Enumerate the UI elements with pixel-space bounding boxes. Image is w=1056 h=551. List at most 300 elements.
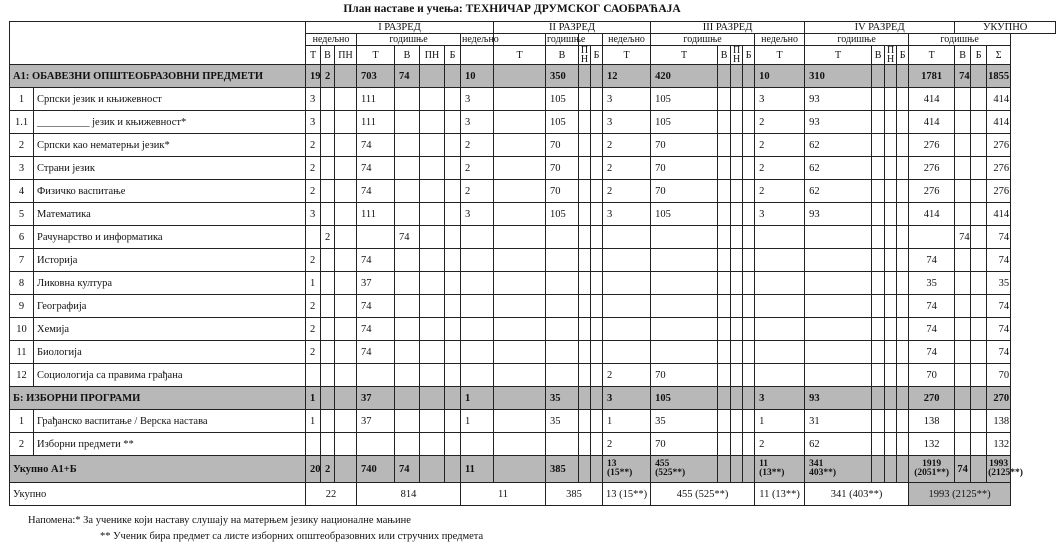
row-number: 3 [10,157,34,180]
value: 2 [325,463,331,475]
cell-tv [955,364,971,387]
col-g4ypn [885,46,897,65]
cell-g1ypn [420,111,445,134]
cell-g1ypn [420,226,445,249]
cell-g2yv [579,203,591,226]
subject-name: Математика [34,203,306,226]
cell-tv [955,410,971,433]
cell-g1yt: 37 [357,410,395,433]
cell-g1wv [321,249,335,272]
g2-yearly-header: годишње [547,34,586,45]
cell-g2yt: 70 [546,157,579,180]
cell-g3yb [743,65,755,88]
cell-g1yb [445,456,461,483]
cell-tv [955,203,971,226]
row-number: 5 [10,203,34,226]
cell-g3yb [743,433,755,456]
table-row [10,65,1056,88]
cell-g3wt [603,318,651,341]
cell-g1yb [445,272,461,295]
cell-g3yt [651,272,718,295]
cell-g1wpn [335,433,357,456]
cell-sum [987,456,1023,483]
cell-g2yv [579,226,591,249]
cell-g2yv [579,364,591,387]
cell-g4wt: 3 [755,88,805,111]
cell-g2yv [579,157,591,180]
cell-g4ypn [885,65,897,88]
cell-g1yt [357,456,395,483]
cell-g1wt: 2 [306,180,321,203]
cell-tb [971,410,987,433]
cell-g4yb [897,111,909,134]
subject-name: Историја [34,249,306,272]
cell-tt [909,456,955,483]
cell-g3yv [718,272,731,295]
cell-g4wt: 2 [755,180,805,203]
cell-g3ypn [731,134,743,157]
cell-g1wt: 19 [306,65,321,88]
g2-blank-header [494,34,546,46]
cell-g3yt [651,249,718,272]
cell-tt: 1781 [909,65,955,88]
cell-g1wv [321,88,335,111]
cell-g1yt: 37 [357,387,395,410]
cell-g2yv [579,111,591,134]
cell-g4wt: 10 [755,65,805,88]
col-tt: Т [909,46,955,65]
cell-sum: 414 [987,203,1011,226]
cell-g4yt: 93 [805,111,872,134]
cell-g3yb [743,203,755,226]
cell-g1yv [395,387,420,410]
g3-weekly-header: недељно [603,34,651,46]
cell-tt: 70 [909,364,955,387]
row-number: 4 [10,180,34,203]
cell-g3ypn [731,410,743,433]
cell-g4yb [897,318,909,341]
table-row [10,226,1056,249]
cell-g3yt [651,295,718,318]
cell-g1ypn [420,456,445,483]
cell-g1yb [445,180,461,203]
value: 74 [399,463,410,475]
cell-g3wt: 2 [603,157,651,180]
cell-g1wt: 3 [306,111,321,134]
cell-g3yv [718,410,731,433]
cell-g2wt: 1 [461,410,494,433]
cell-g2yv [579,65,591,88]
col-g4-n: Н [886,54,895,65]
cell-g4yv [872,272,885,295]
cell-g4yt: 62 [805,134,872,157]
cell-g4yb [897,387,909,410]
cell-g1wv [321,433,335,456]
cell-sum: 138 [987,410,1011,433]
grade4-header: IV РАЗРЕД [805,22,955,34]
cell-tb [971,180,987,203]
cell-tt: 74 [909,295,955,318]
col-g1yt: Т [357,46,395,65]
cell-g3wt: 2 [603,134,651,157]
cell-g4yt [805,456,872,483]
cell-g1ypn [420,134,445,157]
cell-g1wpn [335,134,357,157]
cell-g1wv [321,295,335,318]
cell-g2wt: 3 [461,111,494,134]
cell-g3wt: 1 [603,410,651,433]
table-row [10,134,1056,157]
cell-g2yt [546,456,579,483]
cell-g4wt [755,226,805,249]
cell-tt: 132 [909,433,955,456]
subject-name: Физичко васпитање [34,180,306,203]
cell-g2wt [461,433,494,456]
row-number: 7 [10,249,34,272]
cell-tb [971,88,987,111]
cell-g3ypn [731,111,743,134]
subtotal-row [10,456,1056,483]
grade2-header: II РАЗРЕД [494,22,651,34]
cell-g2yt: 350 [546,65,579,88]
cell-g1yb [445,134,461,157]
cell-tv [955,318,971,341]
cell-g3ypn [731,272,743,295]
cell-g4yt [805,272,872,295]
cell-g4yb [897,295,909,318]
total-g2-yearly: 385 [546,483,603,506]
cell-g2wt: 3 [461,88,494,111]
cell-tt: 276 [909,180,955,203]
cell-g3ypn [731,387,743,410]
cell-g1yt: 74 [357,318,395,341]
cell-g2x [494,249,546,272]
cell-g3yt: 70 [651,134,718,157]
cell-g2x [494,364,546,387]
cell-g4ypn [885,341,897,364]
col-g1ypn: ПН [420,46,445,65]
cell-g1yv [395,203,420,226]
cell-g4wt [755,272,805,295]
col-g2wt: Т [494,46,546,65]
cell-g1yt [357,364,395,387]
subject-name: Грађанско васпитање / Верска настава [34,410,306,433]
subject-name: Рачунарство и информатика [34,226,306,249]
cell-g1ypn [420,318,445,341]
cell-g1wv [321,456,335,483]
cell-g1yt [357,226,395,249]
cell-g1yb [445,341,461,364]
cell-g1ypn [420,295,445,318]
col-g2w [461,46,494,65]
cell-g4wt: 2 [755,111,805,134]
cell-g3wt [603,249,651,272]
cell-g1wt: 1 [306,387,321,410]
total-g3-weekly: 13 (15**) [603,483,651,506]
g4-yearly-header: годишње [805,34,909,46]
cell-tv [955,456,971,483]
cell-g4yb [897,410,909,433]
cell-g4yb [897,249,909,272]
cell-g2yb [591,433,603,456]
cell-g1wpn [335,157,357,180]
g2-weekly-header: недељно [462,34,499,45]
cell-g4yb [897,456,909,483]
cell-g4yt: 62 [805,180,872,203]
cell-g3ypn [731,341,743,364]
row-number: 8 [10,272,34,295]
cell-sum: 276 [987,134,1011,157]
cell-g1yv [395,272,420,295]
cell-g2yt [546,433,579,456]
table-row [10,88,1056,111]
cell-g1wv [321,157,335,180]
cell-g3yb [743,272,755,295]
cell-g2wt [461,364,494,387]
cell-g1ypn [420,203,445,226]
cell-tt: 74 [909,341,955,364]
cell-g4yv [872,364,885,387]
cell-g3wt: 3 [603,203,651,226]
table-row [10,203,1056,226]
cell-sum: 414 [987,111,1011,134]
cell-g3yb [743,456,755,483]
cell-g1yv [395,364,420,387]
subtotal-label [10,456,306,483]
cell-g4yv [872,157,885,180]
cell-g4yv [872,65,885,88]
cell-g4yv [872,456,885,483]
cell-g1wv [321,272,335,295]
value: 13 [607,459,617,469]
cell-g2wt [461,341,494,364]
cell-g1wpn [335,410,357,433]
cell-g3yb [743,88,755,111]
cell-g2yt: 35 [546,410,579,433]
cell-g4ypn [885,249,897,272]
value: Укупно А1+Б [13,463,77,475]
value: 385 [550,463,566,475]
cell-g1yv: 74 [395,226,420,249]
cell-tv [955,295,971,318]
g4-weekly-header: недељно [755,34,805,46]
cell-g2yb [591,65,603,88]
cell-g4yt: 93 [805,203,872,226]
cell-sum: 74 [987,341,1011,364]
cell-g1yt: 74 [357,341,395,364]
cell-g2yb [591,249,603,272]
g3-yearly-header: годишње [651,34,755,46]
row-number: 11 [10,341,34,364]
cell-g3yt: 105 [651,111,718,134]
cell-g2yt: 105 [546,111,579,134]
cell-tb [971,249,987,272]
cell-g1wpn [335,295,357,318]
cell-g1wv [321,387,335,410]
cell-g3yt [651,318,718,341]
cell-g2wt [461,318,494,341]
cell-g2yt [546,318,579,341]
cell-g3ypn [731,65,743,88]
total-all: 1993 (2125**) [909,483,1011,506]
col-g1wt: Т [306,46,321,65]
cell-g1yb [445,226,461,249]
cell-tt: 74 [909,249,955,272]
cell-g3yv [718,134,731,157]
table-row [10,364,1056,387]
cell-g4yv [872,433,885,456]
cell-g3ypn [731,295,743,318]
value: 403**) [809,468,837,478]
section-label: А1: ОБАВЕЗНИ ОПШТЕОБРАЗОВНИ ПРЕДМЕТИ [10,65,306,88]
col-sum: Σ [987,46,1011,65]
cell-tv [955,249,971,272]
cell-g4wt: 2 [755,433,805,456]
subject-name: Српски језик и књижевност [34,88,306,111]
cell-g3wt: 2 [603,180,651,203]
subject-name: Социологија са правима грађана [34,364,306,387]
cell-g1wt: 2 [306,249,321,272]
cell-g2wt: 10 [461,65,494,88]
cell-g4wt: 2 [755,134,805,157]
cell-g2yb [591,180,603,203]
cell-g4yv [872,249,885,272]
row-number: 10 [10,318,34,341]
cell-g1wpn [335,341,357,364]
cell-g3wt: 3 [603,88,651,111]
cell-g3yt: 70 [651,433,718,456]
cell-g4yb [897,203,909,226]
cell-g1yv [395,318,420,341]
subject-name: Биологија [34,341,306,364]
row-number: 1 [10,88,34,111]
cell-g4ypn [885,410,897,433]
cell-g4yb [897,341,909,364]
cell-tv [955,387,971,410]
cell-g2wt [461,249,494,272]
cell-g1ypn [420,433,445,456]
cell-g2yt: 70 [546,180,579,203]
cell-g2x [494,88,546,111]
col-g1yv: В [395,46,420,65]
cell-g2x [494,134,546,157]
cell-g2wt [461,226,494,249]
cell-sum: 132 [987,433,1011,456]
cell-g1yt [357,433,395,456]
cell-g1ypn [420,249,445,272]
cell-g1yv [395,456,420,483]
cell-g1yb [445,364,461,387]
cell-g1wpn [335,249,357,272]
cell-g1wv [321,111,335,134]
cell-g1yt: 74 [357,157,395,180]
cell-g2yt [546,364,579,387]
cell-g1wv: 2 [321,65,335,88]
cell-g1ypn [420,88,445,111]
col-g1wpn: ПН [335,46,357,65]
cell-g3yb [743,387,755,410]
total-g4-yearly: 341 (403**) [805,483,909,506]
cell-sum: 1855 [987,65,1011,88]
cell-g3yt: 105 [651,88,718,111]
cell-g3ypn [731,226,743,249]
cell-tb [971,272,987,295]
cell-g4wt: 2 [755,157,805,180]
cell-g4ypn [885,295,897,318]
cell-g4yv [872,88,885,111]
cell-g2yt [546,272,579,295]
cell-g1yv [395,111,420,134]
row-number: 6 [10,226,34,249]
cell-g3yt: 35 [651,410,718,433]
subject-name: Изборни предмети ** [34,433,306,456]
cell-g4yv [872,410,885,433]
col-g2yb: Б [591,46,603,65]
cell-g3ypn [731,157,743,180]
cell-sum: 270 [987,387,1011,410]
cell-g4wt [755,341,805,364]
cell-g1wt: 2 [306,134,321,157]
cell-tv [955,157,971,180]
value: 11 [465,463,475,475]
value: (15**) [607,468,633,478]
cell-g4wt: 1 [755,410,805,433]
cell-g2x [494,295,546,318]
cell-g4ypn [885,88,897,111]
cell-tv [955,88,971,111]
cell-g1yv [395,433,420,456]
cell-g2yv [579,456,591,483]
cell-tb [971,456,987,483]
col-g3yv: В [718,46,731,65]
cell-g2wt: 2 [461,157,494,180]
cell-g3yv [718,387,731,410]
cell-g2yb [591,387,603,410]
curriculum-table [9,21,1056,506]
cell-tt: 414 [909,88,955,111]
cell-g2wt: 3 [461,203,494,226]
total-header: УКУПНО [955,22,1056,34]
table-row [10,318,1056,341]
cell-g3yb [743,318,755,341]
total-g1-yearly: 814 [357,483,461,506]
cell-g4wt [755,456,805,483]
cell-g2x [494,157,546,180]
cell-g4yt: 93 [805,387,872,410]
cell-sum: 35 [987,272,1011,295]
cell-g2wt [461,295,494,318]
cell-g3yb [743,180,755,203]
cell-g2yb [591,111,603,134]
cell-tb [971,387,987,410]
cell-g1wt [306,226,321,249]
cell-g3yv [718,295,731,318]
table-row [10,295,1056,318]
footnote-2: ** Ученик бира предмет са листе изборних општеобразовних или стручних предмета [100,531,484,542]
table-row [10,272,1056,295]
cell-g3ypn [731,249,743,272]
cell-g3yv [718,180,731,203]
cell-g1yb [445,387,461,410]
cell-g4ypn [885,318,897,341]
cell-g3wt: 3 [603,111,651,134]
cell-tb [971,341,987,364]
cell-g1wpn [335,387,357,410]
value: (2051**) [914,468,950,478]
cell-tb [971,295,987,318]
col-g4wt: Т [755,46,805,65]
cell-g3yv [718,433,731,456]
